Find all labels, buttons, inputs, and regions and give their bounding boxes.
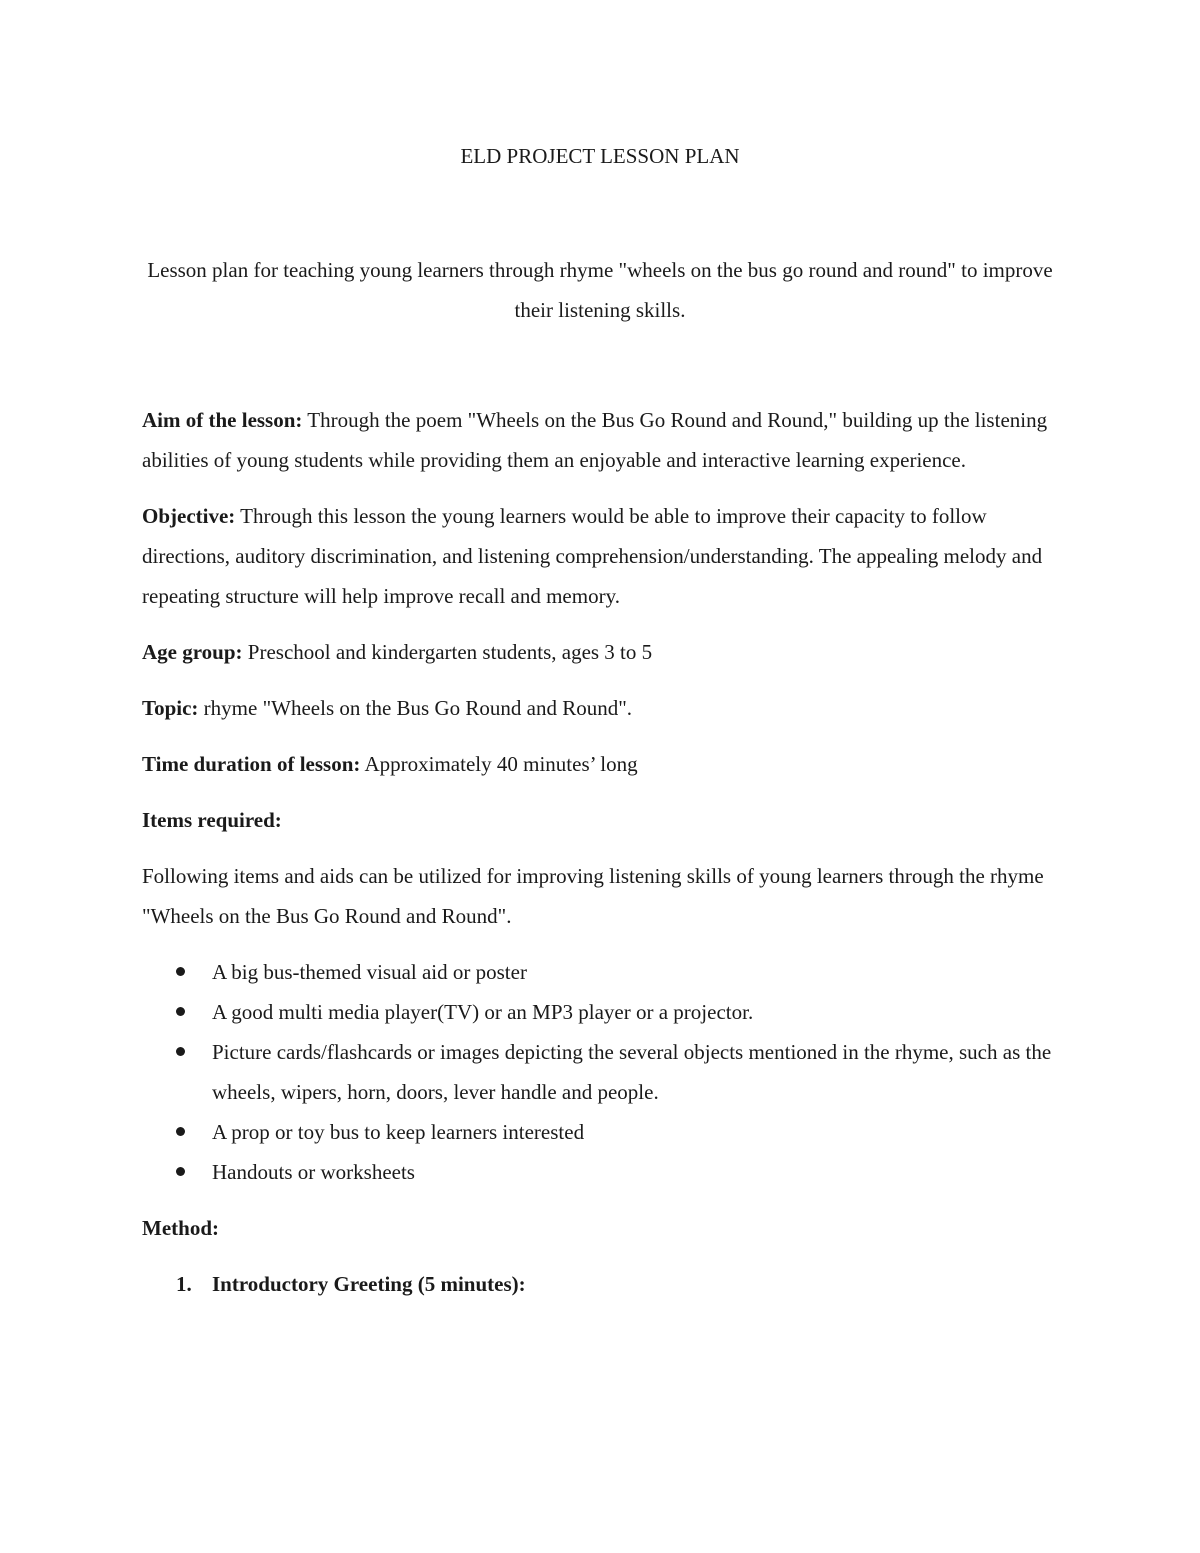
topic-paragraph	[142, 688, 1058, 728]
method-steps	[142, 1264, 1058, 1304]
method-label: Method:	[142, 1216, 219, 1240]
bullet-icon	[176, 1007, 185, 1016]
list-item-text: Handouts or worksheets	[212, 1160, 415, 1184]
list-item	[142, 1032, 1058, 1112]
document-title: ELD PROJECT LESSON PLAN	[460, 144, 740, 168]
duration-label: Time duration of lesson:	[142, 752, 361, 776]
duration-paragraph	[142, 744, 1058, 784]
age-group-label: Age group:	[142, 640, 243, 664]
list-item	[142, 1152, 1058, 1192]
duration-text: Approximately 40 minutes’ long	[360, 752, 638, 776]
list-item-text: Picture cards/flashcards or images depicting the several objects mentioned in the rhyme, such as the wheels, wipers, horn, doors, lever handle and people.	[212, 1040, 1052, 1104]
document-content	[142, 140, 1058, 1304]
method-step-number: 1.	[176, 1272, 192, 1296]
age-group-paragraph	[142, 632, 1058, 672]
aim-label: Aim of the lesson:	[142, 408, 303, 432]
topic-text: rhyme "Wheels on the Bus Go Round and Round".	[198, 696, 633, 720]
method-step-text: Introductory Greeting (5 minutes):	[212, 1272, 526, 1296]
aim-text: Through the poem "Wheels on the Bus Go Round and Round," building up the listening abilities of young students while providing them an enjoyable and interactive learning experience.	[142, 408, 1048, 472]
method-heading	[142, 1208, 1058, 1248]
age-group-text: Preschool and kindergarten students, ages 3 to 5	[242, 640, 653, 664]
items-required-heading	[142, 800, 1058, 840]
list-item-text: A good multi media player(TV) or an MP3 player or a projector.	[212, 1000, 754, 1024]
document-subtitle: Lesson plan for teaching young learners through rhyme "wheels on the bus go round and round" to improve their listening skills.	[147, 258, 1053, 322]
list-item-text: A prop or toy bus to keep learners interested	[212, 1120, 585, 1144]
list-item-text: A big bus-themed visual aid or poster	[212, 960, 527, 984]
objective-text: Through this lesson the young learners would be able to improve their capacity to follow directions, auditory discrimination, and listening comprehension/understanding. The appealing melody and repeating structure will help improve recall and memory.	[142, 504, 1043, 608]
items-list	[142, 952, 1058, 1192]
list-item	[142, 1112, 1058, 1152]
aim-paragraph	[142, 400, 1058, 480]
items-required-intro: Following items and aids can be utilized for improving listening skills of young learners through the rhyme "Wheels on the Bus Go Round and Round".	[142, 864, 1044, 928]
list-item	[142, 992, 1058, 1032]
bullet-icon	[176, 1127, 185, 1136]
bullet-icon	[176, 967, 185, 976]
method-step	[142, 1264, 1058, 1304]
items-required-label: Items required:	[142, 808, 282, 832]
objective-paragraph	[142, 496, 1058, 616]
bullet-icon	[176, 1167, 185, 1176]
bullet-icon	[176, 1047, 185, 1056]
topic-label: Topic:	[142, 696, 199, 720]
list-item	[142, 952, 1058, 992]
objective-label: Objective:	[142, 504, 236, 528]
